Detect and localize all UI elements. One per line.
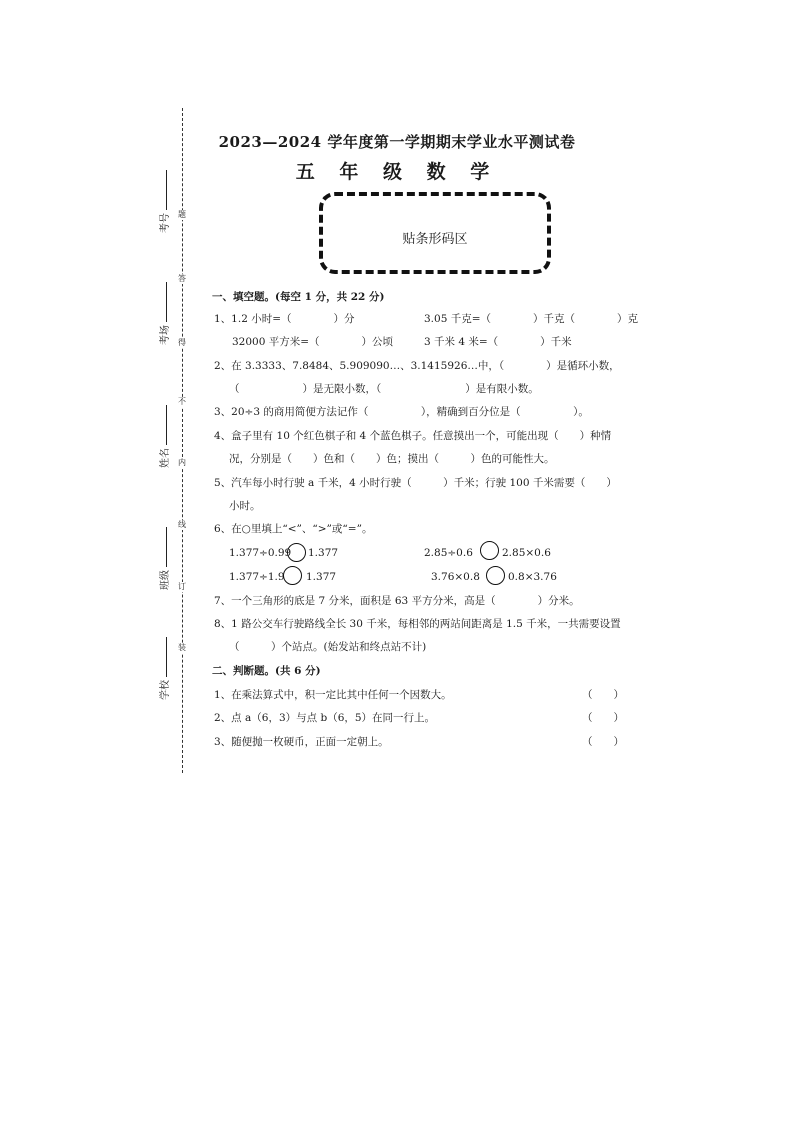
binding-char: 答 bbox=[175, 274, 189, 284]
barcode-area bbox=[319, 192, 551, 274]
binding-char: 内 bbox=[175, 458, 189, 468]
binding-char: 不 bbox=[175, 397, 189, 407]
question-8-line1: 8、1 路公交车行驶路线全长 30 千米，每相邻的两站间距离是 1.5 千米，一共需要设置 bbox=[214, 618, 621, 630]
question-1c: 32000 平方米=（ ）公顷 bbox=[232, 336, 394, 348]
compare-4-left: 3.76×0.8 bbox=[431, 571, 480, 583]
compare-circle-3[interactable] bbox=[283, 566, 302, 585]
judge-item-3: 3、随便抛一枚硬币，正面一定朝上。 bbox=[214, 736, 389, 748]
question-2-line2: （ ）是无限小数，（ ）是有限小数。 bbox=[229, 383, 539, 395]
exam-room-field[interactable] bbox=[156, 282, 171, 345]
binding-char: 得 bbox=[175, 338, 189, 348]
compare-2-right: 2.85×0.6 bbox=[502, 547, 551, 559]
compare-3-left: 1.377÷1.9 bbox=[229, 571, 285, 583]
class-field[interactable] bbox=[156, 527, 171, 590]
binding-char: 装 bbox=[175, 643, 189, 653]
exam-room-label: 考场 bbox=[160, 325, 171, 345]
exam-number-label: 考号 bbox=[160, 213, 171, 233]
question-4-line1: 4、盒子里有 10 个红色棋子和 4 个蓝色棋子。任意摸出一个，可能出现（ ）种情 bbox=[214, 430, 612, 442]
compare-circle-2[interactable] bbox=[480, 541, 499, 560]
barcode-label: 贴条形码区 bbox=[402, 232, 468, 247]
question-8-line2: （ ）个站点。(始发站和终点站不计) bbox=[229, 641, 427, 653]
subject-title: 五 年 级 数 学 bbox=[295, 161, 499, 183]
section1-heading: 一、填空题。(每空 1 分，共 22 分) bbox=[212, 291, 385, 303]
binding-dashed-line bbox=[182, 108, 183, 773]
school-field[interactable] bbox=[156, 637, 171, 700]
binding-char: 订 bbox=[175, 582, 189, 592]
question-5-line2: 小时。 bbox=[229, 500, 261, 512]
compare-2-left: 2.85÷0.6 bbox=[424, 547, 473, 559]
judge-mark-3[interactable]: （ ） bbox=[582, 736, 624, 748]
exam-room-underline bbox=[165, 282, 167, 322]
judge-item-2: 2、点 a（6，3）与点 b（6，5）在同一行上。 bbox=[214, 712, 436, 724]
class-underline bbox=[165, 527, 167, 567]
judge-mark-1[interactable]: （ ） bbox=[582, 689, 624, 701]
class-label: 班级 bbox=[160, 570, 171, 590]
compare-3-right: 1.377 bbox=[306, 571, 337, 583]
question-3: 3、20÷3 的商用简便方法记作（ ），精确到百分位是（ ）。 bbox=[214, 406, 589, 418]
compare-1-left: 1.377÷0.99 bbox=[229, 547, 292, 559]
exam-title: 2023—2024 学年度第一学期期末学业水平测试卷 bbox=[218, 133, 576, 151]
name-underline bbox=[165, 405, 167, 445]
question-7: 7、一个三角形的底是 7 分米，面积是 63 平方分米，高是（ ）分米。 bbox=[214, 595, 580, 607]
compare-4-right: 0.8×3.76 bbox=[508, 571, 557, 583]
school-label: 学校 bbox=[160, 680, 171, 700]
binding-char: 题 bbox=[175, 210, 189, 220]
question-1d: 3 千米 4 米=（ ）千米 bbox=[424, 336, 572, 348]
judge-item-1: 1、在乘法算式中，积一定比其中任何一个因数大。 bbox=[214, 689, 452, 701]
compare-1-right: 1.377 bbox=[308, 547, 339, 559]
school-underline bbox=[165, 637, 167, 677]
question-2-line1: 2、在 3.3333、7.8484、5.909090…、3.1415926…中，（ ）是循环小数， bbox=[214, 360, 620, 372]
question-4-line2: 况，分别是（ ）色和（ ）色；摸出（ ）色的可能性大。 bbox=[229, 453, 555, 465]
binding-char: 线 bbox=[175, 520, 189, 530]
question-6: 6、在○里填上“<”、“>”或“=”。 bbox=[214, 523, 373, 535]
name-label: 姓名 bbox=[160, 448, 171, 468]
question-1b: 3.05 千克=（ ）千克（ ）克 bbox=[424, 313, 639, 325]
name-field[interactable] bbox=[156, 405, 171, 468]
question-1a: 1、1.2 小时=（ ）分 bbox=[214, 313, 355, 325]
compare-circle-4[interactable] bbox=[486, 566, 505, 585]
judge-mark-2[interactable]: （ ） bbox=[582, 712, 624, 724]
section2-heading: 二、判断题。(共 6 分) bbox=[212, 665, 321, 677]
question-5-line1: 5、汽车每小时行驶 a 千米，4 小时行驶（ ）千米；行驶 100 千米需要（ ） bbox=[214, 477, 617, 489]
compare-circle-1[interactable] bbox=[287, 543, 306, 562]
